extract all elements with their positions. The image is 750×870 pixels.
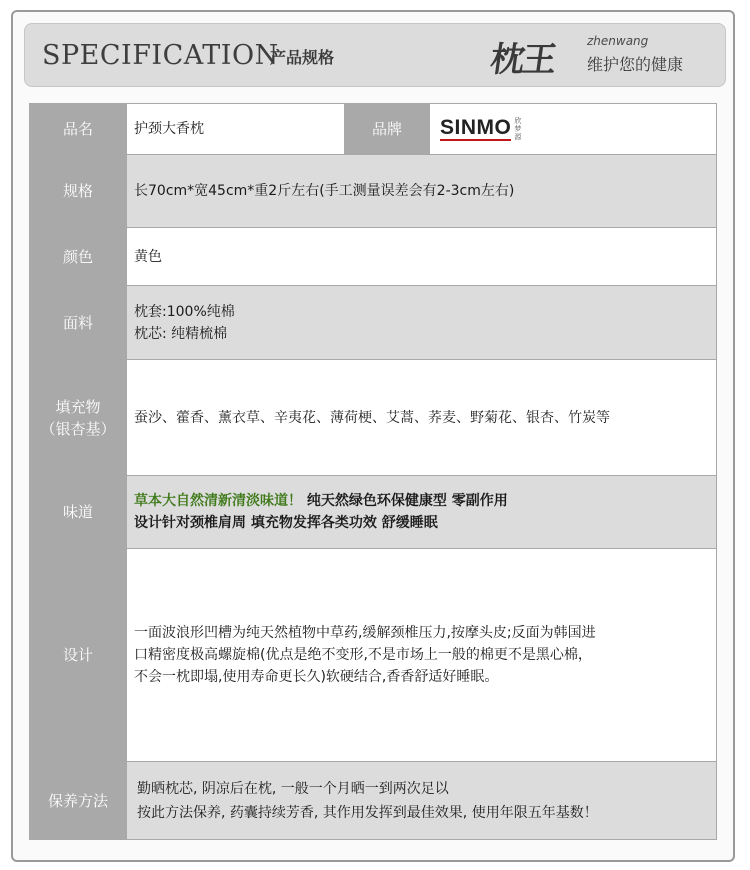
row-filling [30, 360, 717, 476]
brand-latin: zhenwang [587, 34, 649, 48]
scent-value [127, 476, 717, 549]
name-value: 护颈大香枕 [127, 104, 345, 155]
row-care [30, 762, 717, 840]
logo-sub-char: 源 [514, 133, 522, 141]
header-title: SPECIFICATION [42, 40, 279, 71]
color-label: 颜色 [30, 228, 127, 286]
color-value: 黄色 [127, 228, 717, 286]
logo-sub-char: 欣 [514, 117, 522, 125]
scent-rest: 纯天然绿色环保健康型 零副作用 [302, 493, 508, 509]
care-line: 勤晒枕芯, 阴凉后在枕, 一般一个月晒一到两次足以 [137, 780, 449, 797]
sinmo-logo-text: SINMO [440, 116, 512, 139]
header-subtitle: 产品规格 [270, 48, 335, 67]
care-label: 保养方法 [30, 762, 127, 840]
brand-label: 品牌 [345, 104, 430, 155]
design-line: 一面波浪形凹槽为纯天然植物中草药,缓解颈椎压力,按摩头皮;反面为韩国进 [134, 625, 596, 641]
filling-label-main: 填充物 [55, 397, 101, 416]
filling-value: 蚕沙、藿香、薰衣草、辛夷花、薄荷梗、艾蒿、荞麦、野菊花、银杏、竹炭等 [127, 360, 717, 476]
scent-line [134, 490, 716, 512]
design-line: 不会一枕即塌,使用寿命更长久)软硬结合,香香舒适好睡眠。 [134, 669, 499, 685]
row-design [30, 549, 717, 762]
row-fabric [30, 286, 717, 360]
sinmo-logo-sub [514, 117, 521, 141]
header-bar [24, 23, 726, 87]
design-label: 设计 [30, 549, 127, 762]
fabric-line: 枕套:100%纯棉 [134, 303, 235, 320]
sinmo-logo [430, 104, 716, 154]
scent-label: 味道 [30, 476, 127, 549]
brand-slogan: 维护您的健康 [587, 55, 684, 74]
care-line: 按此方法保养, 药囊持续芳香, 其作用发挥到最佳效果, 使用年限五年基数！ [137, 804, 598, 821]
scent-highlight: 草本大自然清新清淡味道！ [134, 493, 302, 509]
design-value [127, 549, 717, 762]
filling-label-sub: （银杏基） [40, 419, 116, 438]
filling-label [30, 360, 127, 476]
fabric-label: 面料 [30, 286, 127, 360]
size-value: 长70cm*宽45cm*重2斤左右(手工测量误差会有2-3cm左右) [127, 155, 717, 228]
size-label: 规格 [30, 155, 127, 228]
scent-line: 设计针对颈椎肩周 填充物发挥各类功效 舒缓睡眠 [134, 515, 438, 531]
fabric-line: 枕芯: 纯精梳棉 [134, 325, 228, 342]
brand-logo [487, 30, 709, 82]
row-name [30, 104, 717, 155]
brand-calligraphy: 枕王 [487, 40, 558, 80]
spec-table [29, 103, 717, 840]
brand-value [430, 104, 717, 155]
logo-sub-char: 梦 [514, 125, 522, 133]
row-scent [30, 476, 717, 549]
name-label: 品名 [30, 104, 127, 155]
row-size [30, 155, 717, 228]
care-value [127, 762, 717, 840]
design-line: 口精密度极高螺旋棉(优点是绝不变形,不是市场上一般的棉更不是黑心棉， [134, 647, 592, 663]
row-color [30, 228, 717, 286]
fabric-value [127, 286, 717, 360]
